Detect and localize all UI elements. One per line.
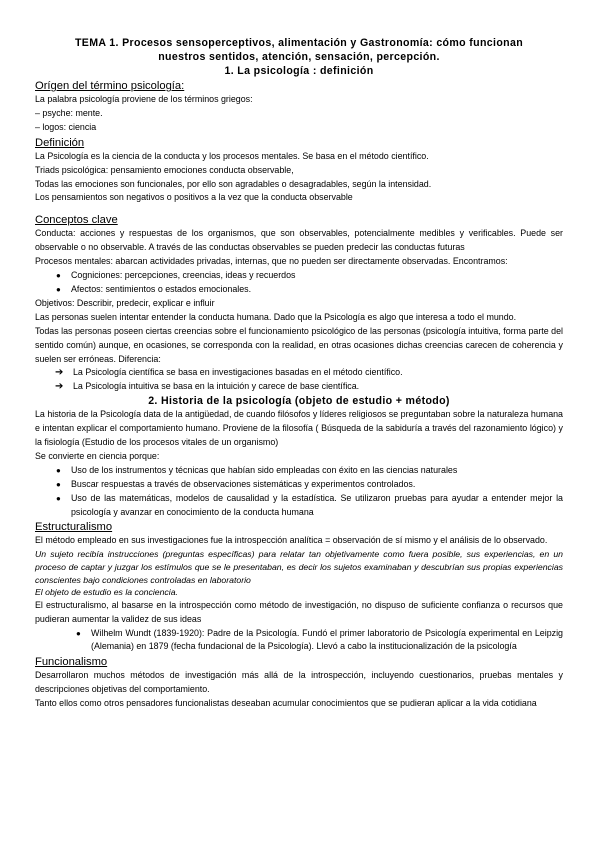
ciencia-list [35, 464, 563, 520]
list-item: ➔ La Psicología intuitiva se basa en la intuición y carece de base científica. [55, 381, 360, 393]
document-title-line-2: nuestros sentidos, atención, sensación, percepción. [158, 51, 440, 63]
objeto-italic-line: El objeto de estudio es la conciencia. [35, 587, 178, 598]
bullet-icon: ● [56, 271, 61, 281]
funcionalismo-heading: Funcionalismo [35, 656, 108, 669]
diferencia-list [35, 366, 563, 394]
definicion-line: Todas las emociones son funcionales, por ello son agradables o desagradables, según la intensidad. [35, 178, 432, 189]
conducta-paragraph: Conducta: acciones y respuestas de los organismos, que son observables, potencialmente medibles y verificables. Puede ser observable o no observable. A través de las conductas observables se pueden predecir las conductas futuras [35, 228, 563, 253]
funcionalismo-paragraph-1: Desarrollaron muchos métodos de investigación más allá de la introspección, incluyendo cuestionarios, pruebas mentales y descripciones objetivas del comportamiento. [35, 670, 563, 695]
arrow-right-icon: ➔ [55, 367, 64, 379]
bullet-icon: ● [76, 628, 81, 638]
origen-heading: Orígen del término psicología: [35, 80, 185, 92]
estructuralismo-heading: Estructuralismo [35, 521, 113, 534]
bullet-icon: ● [56, 284, 61, 294]
origen-line: – logos: ciencia [35, 121, 97, 132]
wundt-list [35, 627, 563, 655]
introspeccion-italic-paragraph: Un sujeto recibía instrucciones (preguntas específicas) para relatar tan objetivamente como fuera posible, sus experiencias, en un proceso de captar y juzgar los estímulos que se le presentaban, es decir los sujetos examinaban y descubrían sus propias experiencias conscientes bajo condiciones controladas en laboratorio [35, 549, 563, 585]
historia-paragraph: La historia de la Psicología data de la antigüedad, de cuando filósofos y líderes religiosos se preguntaban sobre la naturaleza humana e intentan explicar el comportamiento humano. Proviene de la filosofía ( Búsqueda de la sabiduría a través del razonamiento lógico) y la fisiología (Estudio de los procesos vitales de un organismo) [35, 409, 563, 448]
document-page [35, 36, 563, 711]
section-1-title: 1. La psicología : definición [224, 65, 374, 77]
origen-line: – psyche: mente. [35, 107, 103, 118]
ciencia-line: Se convierte en ciencia porque: [35, 450, 160, 461]
bullet-icon: ● [56, 493, 61, 503]
procesos-list [35, 269, 563, 297]
definicion-line: La Psicología es la ciencia de la conducta y los procesos mentales. Se basa en el método científico. [35, 150, 429, 161]
list-item: ● Afectos: sentimientos o estados emocionales. [35, 283, 563, 297]
list-item: ● Wilhelm Wundt (1839-1920): Padre de la Psicología. Fundó el primer laboratorio de Psicología experimental en Leipzig (Alemania) en 1879 (fecha fundacional de la Psicología). Llevó a cabo la institucionalización de la psicología [76, 627, 563, 652]
funcionalismo-paragraph-2: Tanto ellos como otros pensadores funcionalistas deseaban acumular conocimientos que se pudieran aplicar a la vida cotidiana [35, 698, 537, 709]
creencias-paragraph: Todas las personas poseen ciertas creencias sobre el funcionamiento psicológico de las personas (psicología intuitiva, forma parte del sentido común) aunque, en ocasiones, se corresponda con la realidad, en otras ocasiones dichas creencias carecen de coherencia y suelen ser erróneas. Diferencia: [35, 325, 563, 364]
document-title-line-1: TEMA 1. Procesos sensoperceptivos, alimentación y Gastronomía: cómo funcionan [74, 37, 524, 49]
metodo-paragraph: El método empleado en sus investigaciones fue la introspección analítica = observación de sí mismo y el análisis de lo observado. [35, 535, 548, 546]
section-2-title: 2. Historia de la psicología (objeto de estudio + método) [148, 395, 450, 408]
conceptos-heading: Conceptos clave [35, 214, 118, 227]
bullet-icon: ● [56, 465, 61, 475]
list-item: ● Uso de los instrumentos y técnicas que habían sido empleadas con éxito en las ciencias naturales [35, 464, 563, 478]
personas-paragraph: Las personas suelen intentar entender la conducta humana. Dado que la Psicología es algo que interesa a todo el mundo. [35, 311, 517, 322]
definicion-heading: Definición [35, 136, 85, 149]
objetivos-line: Objetivos: Describir, predecir, explicar e influir [35, 297, 215, 308]
arrow-right-icon: ➔ [55, 381, 64, 393]
list-item: ● Cogniciones: percepciones, creencias, ideas y recuerdos [35, 269, 563, 283]
list-item: ● Uso de las matemáticas, modelos de causalidad y la estadística. Se utilizaron pruebas para ayudar a entender mejor la psicología y avanzar en conocimiento de la conducta humana [56, 492, 563, 517]
basarse-paragraph: El estructuralismo, al basarse en la introspección como método de investigación, no dispuso de suficiente confianza o recursos que pudieran aumentar la validez de sus ideas [35, 599, 563, 624]
origen-line: La palabra psicología proviene de los términos griegos: [35, 94, 253, 104]
list-item: ➔ La Psicología científica se basa en investigaciones basadas en el método científico. [55, 367, 403, 379]
bullet-icon: ● [56, 479, 61, 489]
definicion-line: Los pensamientos son negativos o positivos a la vez que la conducta observable [35, 192, 353, 203]
definicion-line: Triads psicológica: pensamiento emociones conducta observable, [35, 164, 294, 175]
procesos-paragraph: Procesos mentales: abarcan actividades privadas, internas, que no pueden ser directamente observadas. Encontramos: [35, 256, 508, 267]
list-item: ● Buscar respuestas a través de observaciones sistemáticas y experimentos controlados. [35, 478, 563, 492]
